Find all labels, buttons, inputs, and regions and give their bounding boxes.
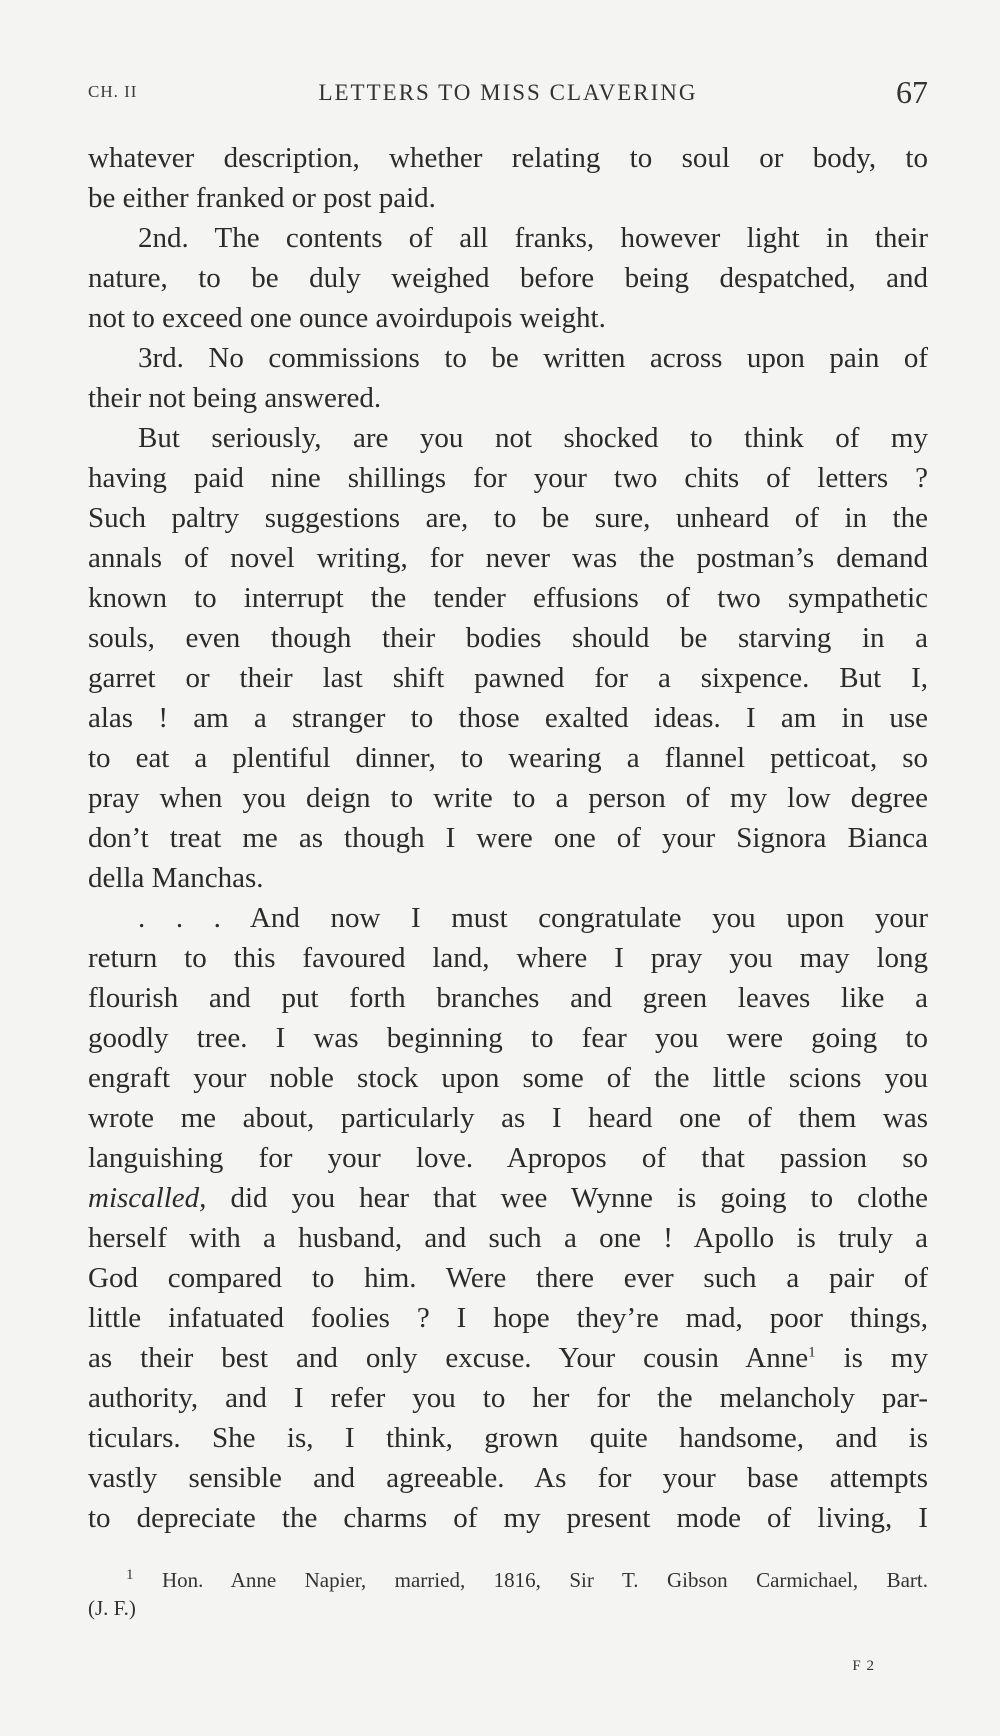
text-line: pray when you deign to write to a person of my low degree xyxy=(88,782,928,814)
text-line: . . . And now I must congratulate you upon your xyxy=(138,902,928,934)
text-line: don’t treat me as though I were one of your Signora Bianca xyxy=(88,822,928,854)
text-line: their not being answered. xyxy=(88,382,382,414)
text-line: engraft your noble stock upon some of the little scions you xyxy=(88,1062,928,1094)
text-line: wrote me about, particularly as I heard one of them was xyxy=(88,1102,928,1134)
footnote-reference[interactable]: 1 xyxy=(808,1344,816,1361)
text-line: herself with a husband, and such a one ! Apollo is truly a xyxy=(88,1222,928,1254)
running-title: LETTERS TO MISS CLAVERING xyxy=(318,80,698,105)
text-line: to eat a plentiful dinner, to wearing a flannel petticoat, so xyxy=(88,742,928,774)
line-start: as their best and only excuse. Your cousin Anne xyxy=(88,1342,809,1374)
text-line xyxy=(88,1178,928,1218)
footnote-line: (J. F.) xyxy=(88,1596,136,1620)
text-line: flourish and put forth branches and green leaves like a xyxy=(88,982,928,1014)
body-text xyxy=(88,138,928,1538)
signature-mark: F 2 xyxy=(852,1658,875,1674)
text-line: goodly tree. I was beginning to fear you were going to xyxy=(88,1022,928,1054)
text-line: alas ! am a stranger to those exalted ideas. I am in use xyxy=(88,702,928,734)
footnote-line xyxy=(88,1566,928,1594)
text-line: return to this favoured land, where I pray you may long xyxy=(88,942,928,974)
text-line: authority, and I refer you to her for the melancholy par- xyxy=(88,1382,928,1414)
text-line: souls, even though their bodies should be starving in a xyxy=(88,622,928,654)
text-line: be either franked or post paid. xyxy=(88,182,436,214)
text-line: But seriously, are you not shocked to think of my xyxy=(138,422,928,454)
text-line: known to interrupt the tender effusions of two sympathetic xyxy=(88,582,928,614)
text-line: della Manchas. xyxy=(88,862,264,894)
text-line: to depreciate the charms of my present mode of living, I xyxy=(88,1502,928,1534)
text-line xyxy=(88,1338,928,1378)
line-continuation: is my xyxy=(815,1342,928,1374)
text-line: garret or their last shift pawned for a sixpence. But I, xyxy=(88,662,928,694)
text-line: little infatuated foolies ? I hope they’re mad, poor things, xyxy=(88,1302,928,1334)
text-line: 3rd. No commissions to be written across upon pain of xyxy=(138,342,928,374)
page-number: 67 xyxy=(896,74,928,110)
italic-word: miscalled, xyxy=(88,1182,207,1214)
text-line: not to exceed one ounce avoirdupois weight. xyxy=(88,302,606,334)
text-line: God compared to him. Were there ever such a pair of xyxy=(88,1262,928,1294)
text-line: having paid nine shillings for your two chits of letters ? xyxy=(88,462,928,494)
chapter-label: CH. II xyxy=(88,82,138,101)
text-line: nature, to be duly weighed before being despatched, and xyxy=(88,262,928,294)
running-head xyxy=(88,76,928,116)
text-line: ticulars. She is, I think, grown quite handsome, and is xyxy=(88,1422,928,1454)
footnote-text: Hon. Anne Napier, married, 1816, Sir T. Gibson Carmichael, Bart. xyxy=(133,1568,928,1592)
text-line: Such paltry suggestions are, to be sure, unheard of in the xyxy=(88,502,928,534)
text-line: 2nd. The contents of all franks, however light in their xyxy=(138,222,928,254)
footnote xyxy=(88,1566,928,1622)
text-line: vastly sensible and agreeable. As for your base attempts xyxy=(88,1462,928,1494)
text-line: annals of novel writing, for never was the postman’s demand xyxy=(88,542,928,574)
text-line: whatever description, whether relating to soul or body, to xyxy=(88,142,928,174)
footnote-marker: 1 xyxy=(126,1567,134,1583)
line-continuation: did you hear that wee Wynne is going to clothe xyxy=(206,1182,928,1214)
text-line: languishing for your love. Apropos of that passion so xyxy=(88,1142,928,1174)
